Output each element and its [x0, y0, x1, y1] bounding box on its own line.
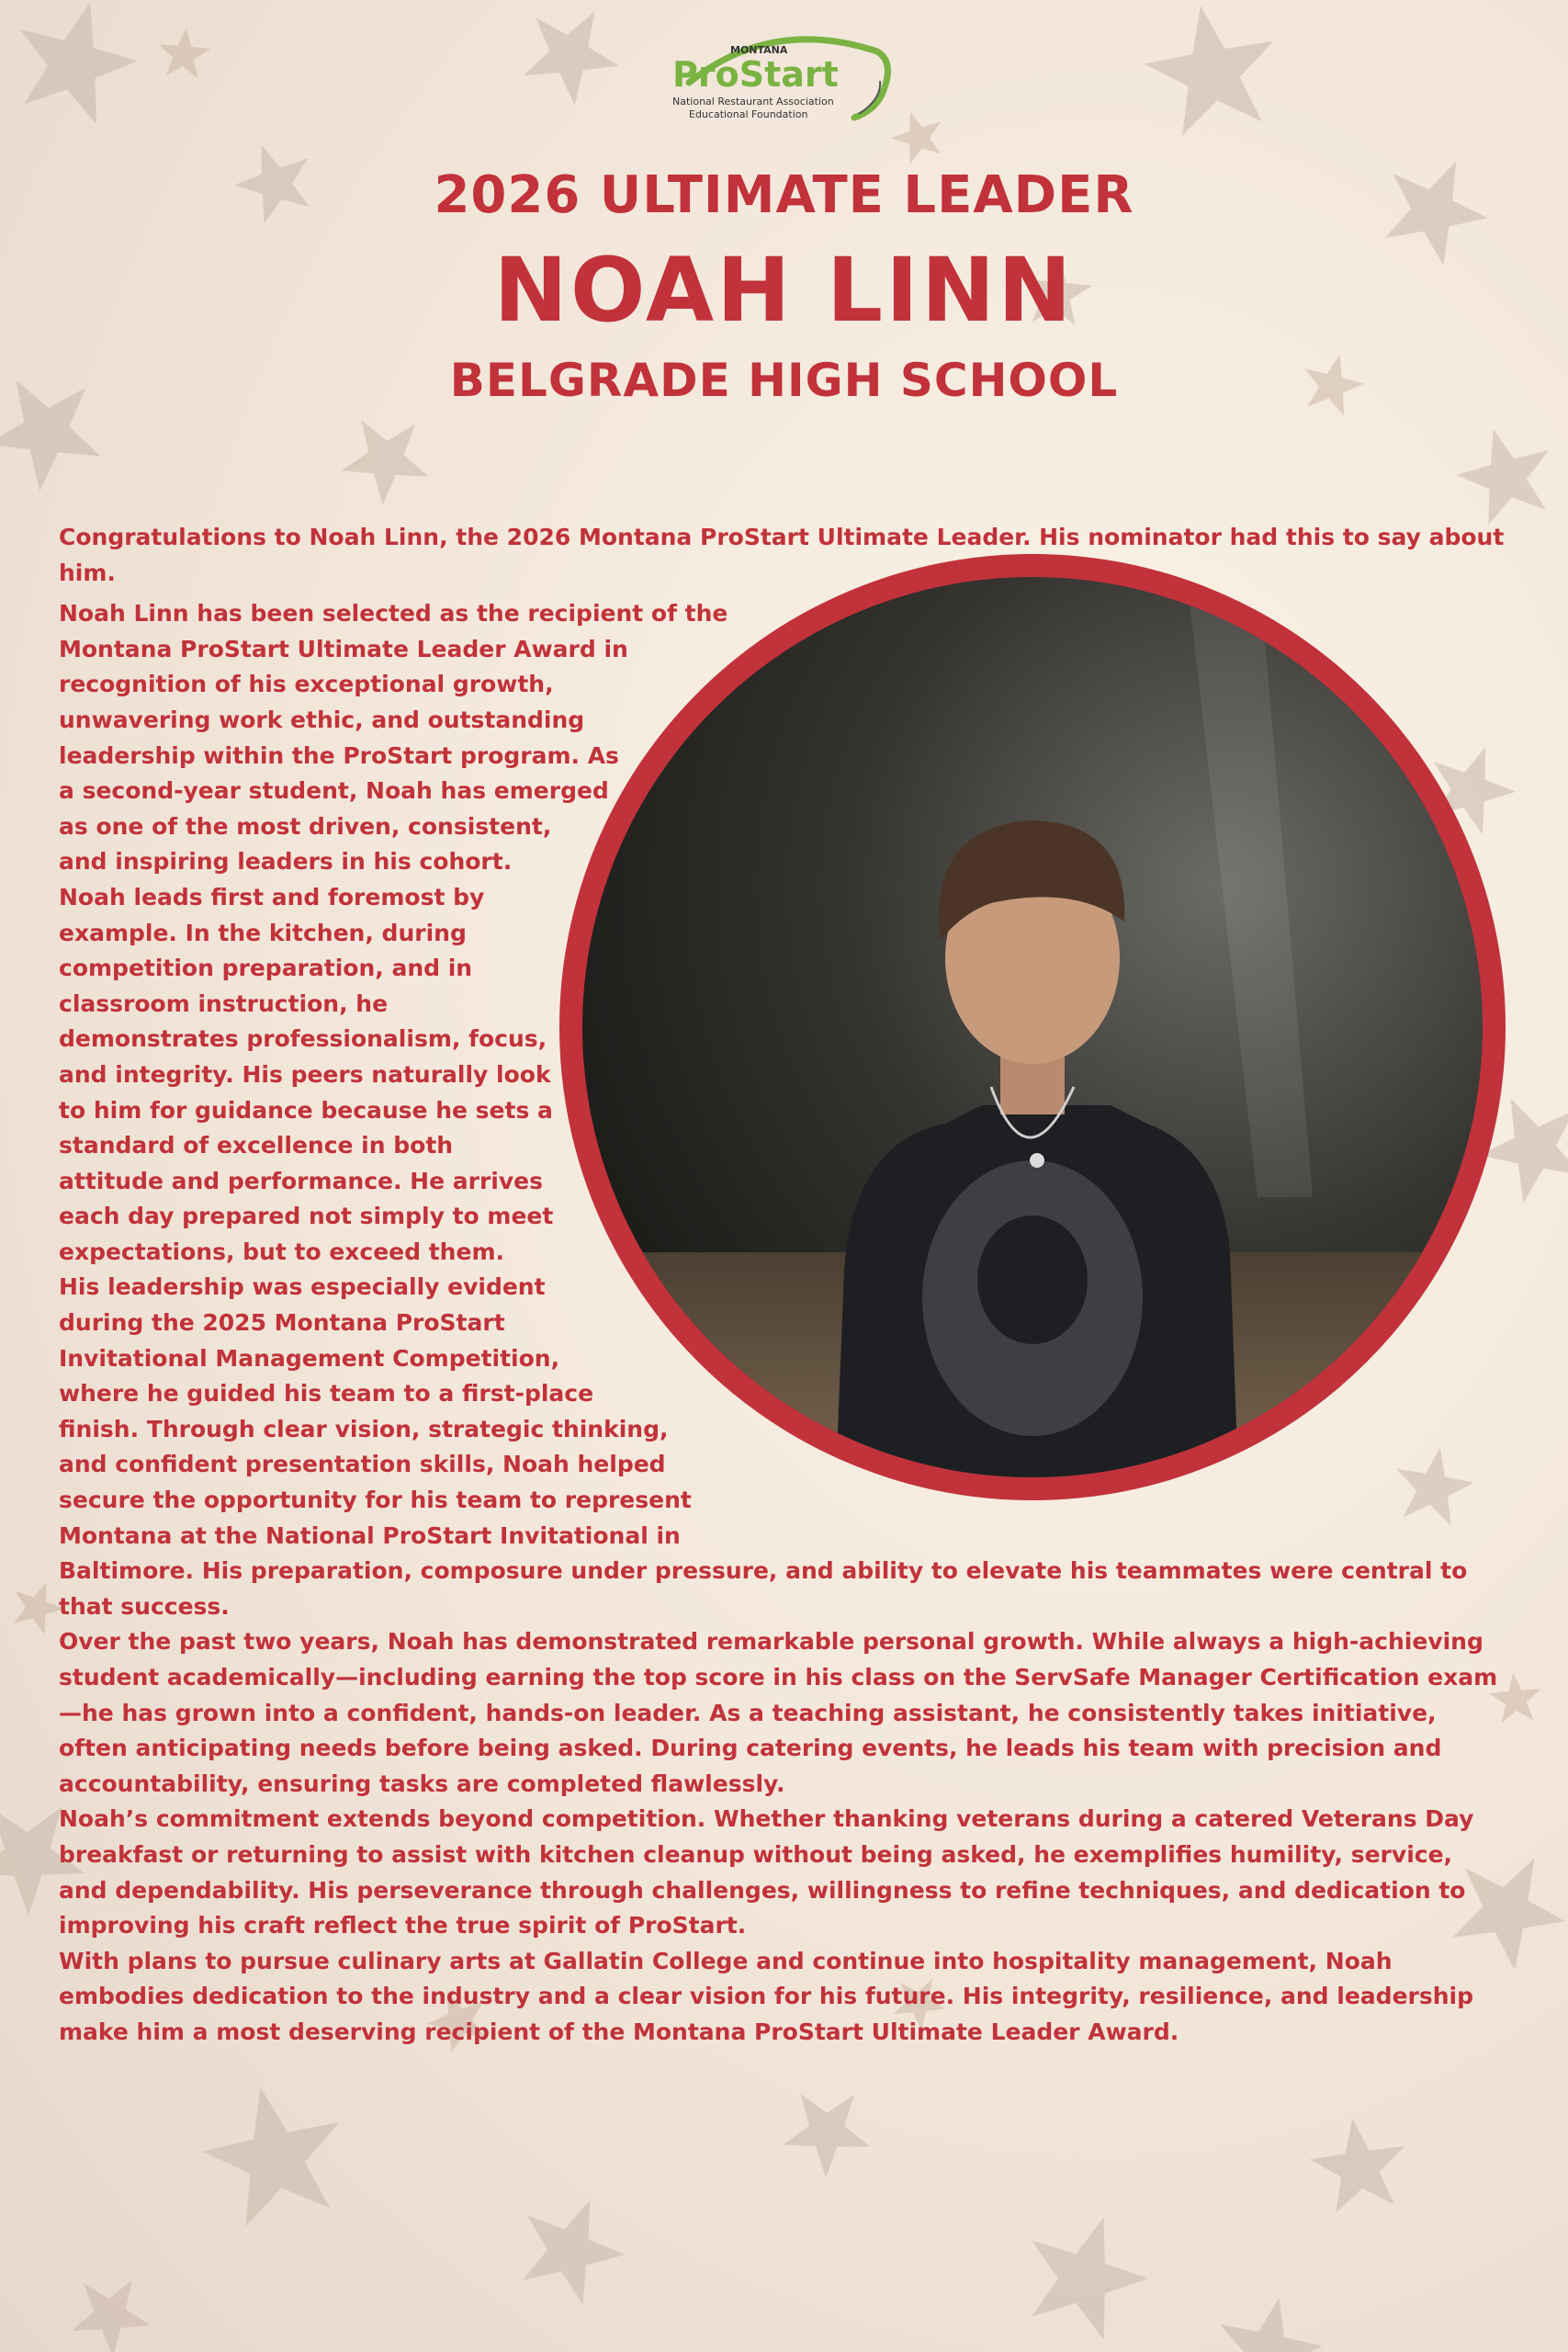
- paragraph-2: Noah leads first and foremost by example. In the kitchen, during competition preparation, and in classroom instruction, he demonstrates professionalism, focus, and integrity. His peers naturally look to him for guidance because he sets a standard of excellence in both attitude and performance. He arrives each day prepared not simply to meet expectations, but to exceed them.: [59, 883, 554, 1265]
- logo-brand: ProStart: [672, 54, 839, 95]
- paragraph-5: Noah’s commitment extends beyond competition. Whether thanking veterans during a catered Veterans Day breakfast or returning to assist with kitchen cleanup without being asked, he exemplifies humility, service, and dependability. His perseverance through challenges, willingness to refine techniques, and dedication to improving his craft reflect the true spirit of ProStart.: [59, 1805, 1474, 1939]
- intro-paragraph: Congratulations to Noah Linn, the 2026 Montana ProStart Ultimate Leader. His nominator had this to say about him.: [59, 524, 1505, 586]
- paragraph-6: With plans to pursue culinary arts at Gallatin College and continue into hospitality management, Noah embodies dedication to the industry and a clear vision for his future. His integrity, resilience, and leadership make him a most deserving recipient of the Montana ProStart Ultimate Leader Award.: [59, 1947, 1474, 2045]
- logo-org-line2: Educational Foundation: [689, 108, 808, 120]
- logo-org-line1: National Restaurant Association: [672, 96, 834, 107]
- award-title: 2026 ULTIMATE LEADER: [434, 165, 1134, 225]
- school-name: BELGRADE HIGH SCHOOL: [449, 354, 1119, 407]
- circle-wrap-area: [559, 520, 1506, 1550]
- paragraph-3: His leadership was especially evident during the 2025 Montana ProStart Invitational Management Competition, where he guided his team to a first-place finish. Through clear vision, strategic thinking, and confident presentation skills, Noah helped secure the opportunity for his team to represent Montana at the National ProStart Invitational in Baltimore. His preparation, composure under pressure, and ability to elevate his teammates were central to that success.: [59, 1273, 1468, 1620]
- nomination-text: [59, 520, 1506, 2051]
- recipient-name: NOAH LINN: [493, 239, 1075, 342]
- paragraph-1: Noah Linn has been selected as the recipient of the Montana ProStart Ultimate Leader Award in recognition of his exceptional growth, unwavering work ethic, and outstanding leadership within the ProStart program. As a second-year student, Noah has emerged as one of the most driven, consistent, and inspiring leaders in his cohort.: [59, 600, 728, 876]
- prostart-logo: [634, 26, 909, 136]
- paragraph-4: Over the past two years, Noah has demonstrated remarkable personal growth. While always a high-achieving student academically—including earning the top score in his class on the ServSafe Manager Certification exam—he has grown into a confident, hands-on leader. As a teaching assistant, he consistently takes initiative, often anticipating needs before being asked. During catering events, he leads his team with precision and accountability, ensuring tasks are completed flawlessly.: [59, 1628, 1498, 1797]
- logo-state: MONTANA: [730, 44, 788, 56]
